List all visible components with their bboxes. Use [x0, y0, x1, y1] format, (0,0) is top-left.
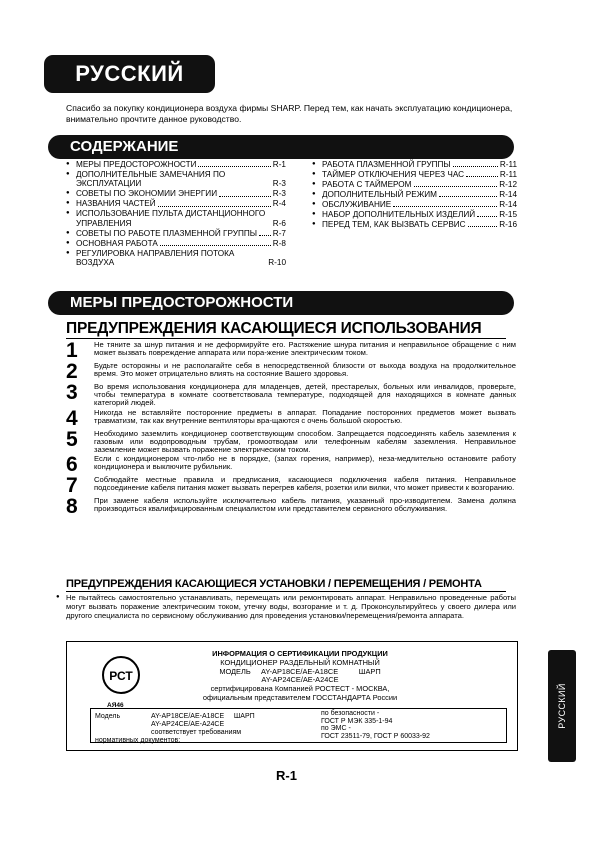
usage-warnings-title: ПРЕДУПРЕЖДЕНИЯ КАСАЮЩИЕСЯ ИСПОЛЬЗОВАНИЯ — [66, 320, 482, 337]
toc-item-title: ● ИСПОЛЬЗОВАНИЕ ПУЛЬТА ДИСТАНЦИОННОГО УПРАВЛЕНИЯ — [76, 209, 266, 228]
warning-item — [66, 408, 516, 429]
toc-item-page: R-10 — [268, 258, 286, 268]
cert-line: AY-AP24CE/AE-A24CE — [261, 675, 339, 685]
rst-logo-letters: РСТ — [109, 669, 133, 683]
cert-model-label: Модель — [95, 713, 121, 720]
warning-item — [66, 361, 516, 382]
toc-item — [312, 190, 517, 199]
warning-number: 8 — [66, 495, 78, 519]
contents-heading-label: СОДЕРЖАНИЕ — [70, 138, 179, 155]
toc-item — [312, 200, 517, 209]
warning-number: 7 — [66, 474, 78, 498]
toc-item-page: R-14 — [499, 200, 517, 209]
usage-warnings-list — [66, 340, 516, 517]
toc-item-title: ● ПЕРЕД ТЕМ, КАК ВЫЗВАТЬ СЕРВИС — [322, 220, 466, 229]
bullet-icon: ● — [56, 594, 60, 600]
toc-item-title: ● РАБОТА ПЛАЗМЕННОЙ ГРУППЫ — [322, 160, 451, 169]
cert-standards: по безопасности - ГОСТ Р МЭК 335-1-94 по ЭМС - ГОСТ 23511-79, ГОСТ Р 60033-92 — [321, 710, 430, 740]
toc-item — [66, 199, 286, 208]
warning-item — [66, 429, 516, 455]
warning-item — [66, 382, 516, 408]
toc-item-page: R-15 — [499, 210, 517, 219]
side-language-label: РУССКИЙ — [557, 683, 567, 729]
toc-leader-dots — [160, 245, 271, 246]
toc-item — [66, 249, 286, 268]
precautions-heading-label: МЕРЫ ПРЕДОСТОРОЖНОСТИ — [70, 294, 294, 311]
warning-number: 6 — [66, 453, 78, 477]
cert-line: сертифицирована Компанией РОСТЕСТ - МОСКВА, — [210, 684, 390, 694]
cert-compliance: соответствует требованиям — [151, 729, 242, 736]
toc-item-page: R-11 — [499, 170, 517, 179]
toc-item-title: ● ТАЙМЕР ОТКЛЮЧЕНИЯ ЧЕРЕЗ ЧАС — [322, 170, 465, 179]
cert-model-box — [90, 708, 507, 743]
toc-leader-dots — [198, 166, 270, 167]
toc-item-title: ● РАБОТА С ТАЙМЕРОМ — [322, 180, 412, 189]
language-tab: РУССКИЙ — [44, 55, 215, 93]
toc-item — [66, 229, 286, 238]
cert-model-values: AY-AP18CE/AE-A18CE ШАРП AY-AP24CE/AE-A24CE — [151, 713, 255, 728]
toc-leader-dots — [453, 166, 498, 167]
warning-text: Если с кондиционером что-либо не в порядке, (запах горения, например), неза-медлительно остановите работу кондиционера и выключите рубильник. — [94, 454, 516, 472]
warning-text: Необходимо заземлить кондиционер соответствующим способом. Запрещается подсоединять кабель заземления к газовым или водопроводным трубам, громоотводам или телефонным кабелям заземления. Неправильное заземление может вызвать поражение электрическим током. — [94, 428, 516, 455]
toc-item — [66, 170, 286, 189]
toc-right-column — [312, 160, 517, 230]
toc-item-page: R-3 — [272, 189, 286, 199]
cert-code: АЯ46 — [107, 702, 124, 709]
warning-number: 3 — [66, 381, 78, 404]
install-warnings-underline — [66, 591, 506, 592]
page-number: R-1 — [276, 768, 297, 783]
cert-line: ИНФОРМАЦИЯ О СЕРТИФИКАЦИИ ПРОДУКЦИИ — [212, 649, 388, 658]
toc-leader-dots — [477, 216, 497, 217]
toc-item — [66, 209, 286, 228]
toc-item — [312, 170, 517, 179]
toc-item-page: R-1 — [272, 160, 286, 169]
warning-item — [66, 496, 516, 517]
toc-leader-dots — [259, 235, 271, 236]
rst-logo-icon — [100, 654, 142, 696]
toc-item-page: R-7 — [272, 228, 286, 238]
install-warning-text — [56, 593, 516, 621]
toc-leader-dots — [414, 186, 498, 187]
warning-number: 2 — [66, 360, 78, 383]
toc-item-page: R-12 — [499, 180, 517, 189]
warning-text: Во время использования кондиционера для младенцев, детей, престарелых, больных или инвалидов, проверьте, чтобы температура в комнате соответствовала температуре, подходящей для находящихся в комнате данных категорий людей. — [94, 382, 516, 408]
toc-item-title: ● ДОПОЛНИТЕЛЬНЫЕ ЗАМЕЧАНИЯ ПО ЭКСПЛУАТАЦИИ — [76, 170, 226, 189]
warning-item — [66, 340, 516, 361]
toc-item-title: ● НАЗВАНИЯ ЧАСТЕЙ — [76, 199, 156, 209]
toc-item-page: R-4 — [272, 199, 286, 209]
warning-number: 4 — [66, 406, 78, 430]
usage-warnings-underline — [66, 338, 506, 339]
toc-item — [312, 160, 517, 169]
toc-item-page: R-6 — [272, 218, 286, 228]
toc-item — [66, 189, 286, 198]
toc-leader-dots — [466, 176, 498, 177]
toc-leader-dots — [158, 206, 271, 207]
toc-item-page: R-14 — [499, 190, 517, 199]
warning-number: 5 — [66, 427, 78, 451]
toc-item-title: ● СОВЕТЫ ПО ЭКОНОМИИ ЭНЕРГИИ — [76, 189, 218, 199]
warning-text: При замене кабеля используйте исключительно кабель питания, указанный про-изводителем. Замена должна производиться квалифицированным специалистом или представителем сервисного обслуживания. — [94, 496, 516, 514]
cert-line: КОНДИЦИОНЕР РАЗДЕЛЬНЫЙ КОМНАТНЫЙ — [220, 657, 380, 667]
toc-item-title: ● НАБОР ДОПОЛНИТЕЛЬНЫХ ИЗДЕЛИЙ — [322, 210, 476, 219]
warning-text: Никогда не вставляйте посторонние предметы в аппарат. Попадание посторонних предметов может вызвать травматизм, так как внутренние вентиляторы вра-щаются с очень большой скоростью. — [94, 407, 516, 425]
toc-leader-dots — [219, 196, 271, 197]
side-language-tab — [548, 650, 576, 762]
warning-text: Не тяните за шнур питания и не деформируйте его. Растяжение шнура питания и неправильное обращение с ним может вызвать повреждение аппарата или пора-жение электрическим током. — [94, 340, 516, 358]
toc-leader-dots — [393, 206, 497, 207]
toc-leader-dots — [468, 226, 498, 227]
warning-text: Будьте осторожны и не располагайте себя в непосредственной близости от выхода воздуха на продолжительное время. Это может отрицательно влиять на состояние Вашего здоровья. — [94, 361, 516, 379]
warning-item — [66, 475, 516, 496]
toc-item-page: R-16 — [499, 220, 517, 229]
toc-item — [66, 160, 286, 169]
warning-number: 1 — [66, 339, 78, 362]
toc-item-title: ● ДОПОЛНИТЕЛЬНЫЙ РЕЖИМ — [322, 190, 437, 199]
warning-text: Соблюдайте местные правила и предписания, касающиеся подключения кабеля питания. Неправильное подсоединение кабеля питания может вызвать перегрев кабеля, розетки или вилки, что может привести к возгоранию. — [94, 475, 516, 493]
toc-item-title: ● МЕРЫ ПРЕДОСТОРОЖНОСТИ — [76, 160, 197, 169]
cert-normative: нормативных документов: — [95, 737, 181, 744]
toc-item — [312, 220, 517, 229]
cert-line: официальным представителем ГОССТАНДАРТА России — [202, 692, 398, 702]
toc-item — [312, 210, 517, 219]
toc-item — [66, 239, 286, 248]
toc-left-column — [66, 160, 286, 268]
toc-leader-dots — [439, 196, 497, 197]
toc-item-title: ● СОВЕТЫ ПО РАБОТЕ ПЛАЗМЕННОЙ ГРУППЫ — [76, 228, 257, 238]
toc-item-title: ● РЕГУЛИРОВКА НАПРАВЛЕНИЯ ПОТОКА ВОЗДУХА — [76, 248, 235, 268]
contents-heading — [48, 135, 514, 159]
intro-text: Спасибо за покупку кондиционера воздуха фирмы SHARP. Перед тем, как начать эксплуатацию кондиционера, внимательно прочтите данное руководство. — [66, 103, 513, 124]
cert-line: МОДЕЛЬ AY-AP18CE/AE-A18CE ШАРП — [219, 666, 381, 676]
precautions-heading — [48, 291, 514, 315]
install-warnings-title: ПРЕДУПРЕЖДЕНИЯ КАСАЮЩИЕСЯ УСТАНОВКИ / ПЕРЕМЕЩЕНИЯ / РЕМОНТА — [66, 578, 482, 590]
toc-item — [312, 180, 517, 189]
toc-item-page: R-3 — [272, 179, 286, 189]
install-warning-body: Не пытайтесь самостоятельно устанавливать, перемещать или ремонтировать аппарат. Неправильно проведенные работы могут вызвать поражение электрическим током, утечку воды, возгорание и т. д. Проконсультируйтесь у своего дилера или другого специалиста по сервисному обслуживанию для проведения установки/перемещения/ремонта аппарата. — [66, 593, 516, 621]
certification-text — [175, 650, 425, 703]
warning-item — [66, 454, 516, 475]
toc-item-title: ● ОСНОВНАЯ РАБОТА — [76, 238, 158, 248]
toc-item-page: R-11 — [499, 160, 517, 169]
toc-item-page: R-8 — [272, 238, 286, 248]
toc-item-title: ● ОБСЛУЖИВАНИЕ — [322, 200, 392, 209]
